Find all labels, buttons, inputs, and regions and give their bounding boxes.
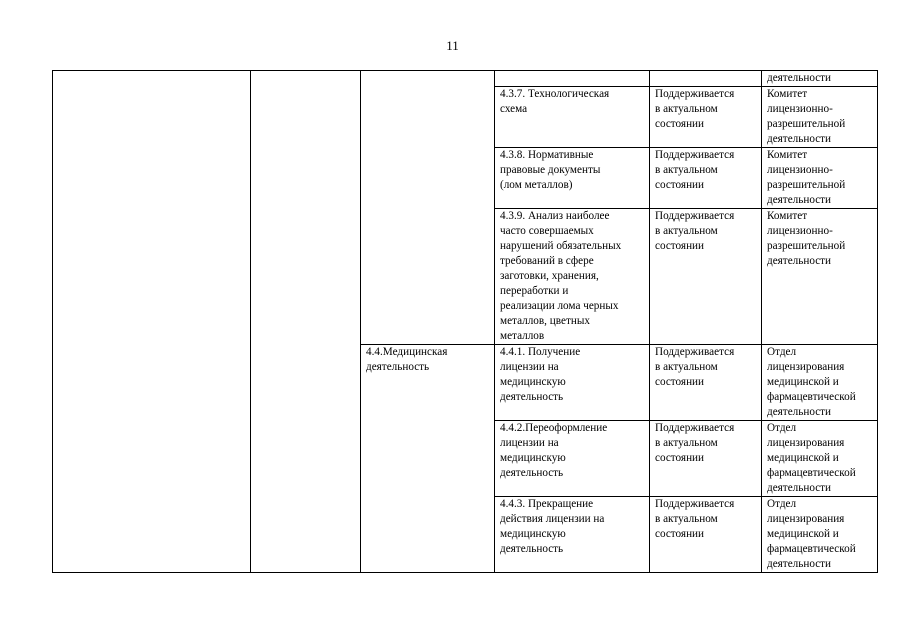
- empty-cell-col2: [251, 71, 361, 573]
- services-table: [52, 70, 878, 573]
- status-cell: Поддерживается в актуальном состоянии: [650, 497, 762, 573]
- responsible-cell: Отдел лицензирования медицинской и фармацевтической деятельности: [762, 421, 878, 497]
- item-cell: 4.3.8. Нормативные правовые документы (лом металлов): [495, 148, 650, 209]
- item-cell: 4.3.9. Анализ наиболее часто совершаемых нарушений обязательных требований в сфере заготовки, хранения, переработки и реализации лома черных металлов, цветных металлов: [495, 209, 650, 345]
- item-cell: 4.4.3. Прекращение действия лицензии на медицинскую деятельность: [495, 497, 650, 573]
- table-row: [53, 71, 878, 87]
- item-cell: 4.4.1. Получение лицензии на медицинскую деятельность: [495, 345, 650, 421]
- section-title-cell: 4.4.Медицинская деятельность: [361, 345, 495, 573]
- status-cell: Поддерживается в актуальном состоянии: [650, 148, 762, 209]
- status-cell: Поддерживается в актуальном состоянии: [650, 421, 762, 497]
- item-cell: 4.4.2.Переоформление лицензии на медицинскую деятельность: [495, 421, 650, 497]
- responsible-cell: деятельности: [762, 71, 878, 87]
- responsible-cell: Комитет лицензионно- разрешительной деятельности: [762, 87, 878, 148]
- status-cell: Поддерживается в актуальном состоянии: [650, 345, 762, 421]
- empty-cell-col1: [53, 71, 251, 573]
- empty-cell-status: [650, 71, 762, 87]
- page-number: 11: [446, 38, 459, 53]
- responsible-cell: Отдел лицензирования медицинской и фармацевтической деятельности: [762, 345, 878, 421]
- empty-cell-col3: [361, 71, 495, 345]
- status-cell: Поддерживается в актуальном состоянии: [650, 209, 762, 345]
- empty-cell-item: [495, 71, 650, 87]
- responsible-cell: Комитет лицензионно- разрешительной деятельности: [762, 148, 878, 209]
- status-cell: Поддерживается в актуальном состоянии: [650, 87, 762, 148]
- responsible-cell: Отдел лицензирования медицинской и фармацевтической деятельности: [762, 497, 878, 573]
- item-cell: 4.3.7. Технологическая схема: [495, 87, 650, 148]
- responsible-cell: Комитет лицензионно- разрешительной деятельности: [762, 209, 878, 345]
